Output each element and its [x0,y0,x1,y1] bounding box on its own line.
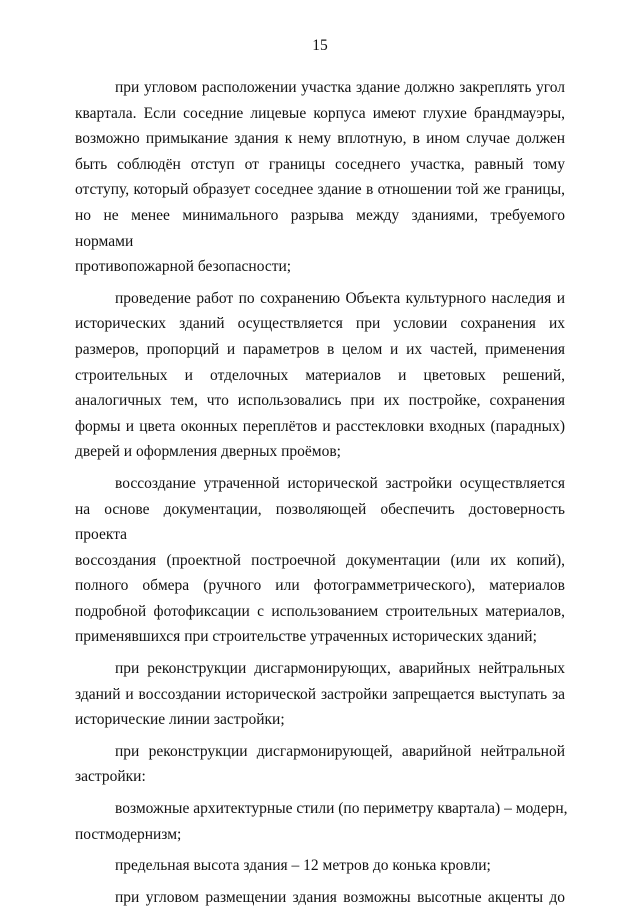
text-line: но не менее минимального разрыва между зданиями, требуемого нормами [75,206,565,250]
text-line: воссоздания (проектной построечной документации (или их копий), [75,551,565,569]
text-line: при угловом размещении здания возможны высотные акценты до [115,888,565,906]
text-line: аналогичных тем, что использовались при их постройке, сохранения [75,392,565,410]
text-line: воссоздание утраченной исторической застройки осуществляется [115,474,565,492]
text-line: застройки: [75,768,146,786]
text-line: полного обмера (ручного или фотограмметрического), материалов [75,577,565,595]
paragraph-max-height [75,853,565,879]
text-line: проведение работ по сохранению Объекта культурного наследия и [115,289,565,307]
paragraph-reconstruction-heading [75,739,565,790]
text-line: применявшихся при строительстве утраченных исторических зданий; [75,628,537,646]
document-body [75,75,568,910]
text-line: противопожарной безопасности; [75,258,292,276]
text-line: на основе документации, позволяющей обеспечить достоверность проекта [75,500,565,544]
text-line: при реконструкции дисгармонирующих, аварийных нейтральных [115,660,565,678]
text-line: дверей и оформления дверных проёмов; [75,443,341,461]
text-line: отступу, который образует соседнее здание в отношении той же границы, [75,181,565,199]
paragraph-architectural-styles [75,796,568,847]
paragraph-heritage-preservation [75,286,565,465]
text-line: формы и цвета оконных переплётов и расстекловки входных (парадных) [75,417,565,435]
text-line: постмодернизм; [75,825,182,843]
text-line: подробной фотофиксации с использованием строительных материалов, [75,602,565,620]
text-line: при реконструкции дисгармонирующей, аварийной нейтральной [115,742,565,760]
text-line: при угловом расположении участка здание должно закреплять угол [115,79,565,96]
text-line: быть соблюдён отступ от границы соседнего участка, равный тому [75,155,565,173]
text-line: квартала. Если соседние лицевые корпуса имеют глухие брандмауэры, [75,104,565,122]
text-line: строительных и отделочных материалов и цветовых решений, [75,366,565,384]
text-line: размеров, пропорций и параметров в целом и их частей, применения [75,340,565,358]
paragraph-reconstruction-documentation [75,471,565,650]
text-line: возможно примыкание здания к нему вплотную, в ином случае должен [75,130,565,148]
text-line: исторических зданий осуществляется при условии сохранения их [75,315,565,333]
text-line: возможные архитектурные стили (по периметру квартала) – модерн, [115,800,568,818]
page-number: 15 [312,37,328,54]
text-line: предельная высота здания – 12 метров до конька кровли; [115,857,491,875]
paragraph-corner-placement [75,75,565,280]
paragraph-corner-accents [75,885,565,910]
text-line: зданий и воссоздании исторической застройки запрещается выступать за [75,685,565,703]
paragraph-building-lines [75,656,565,733]
text-line: исторические линии застройки; [75,711,285,729]
